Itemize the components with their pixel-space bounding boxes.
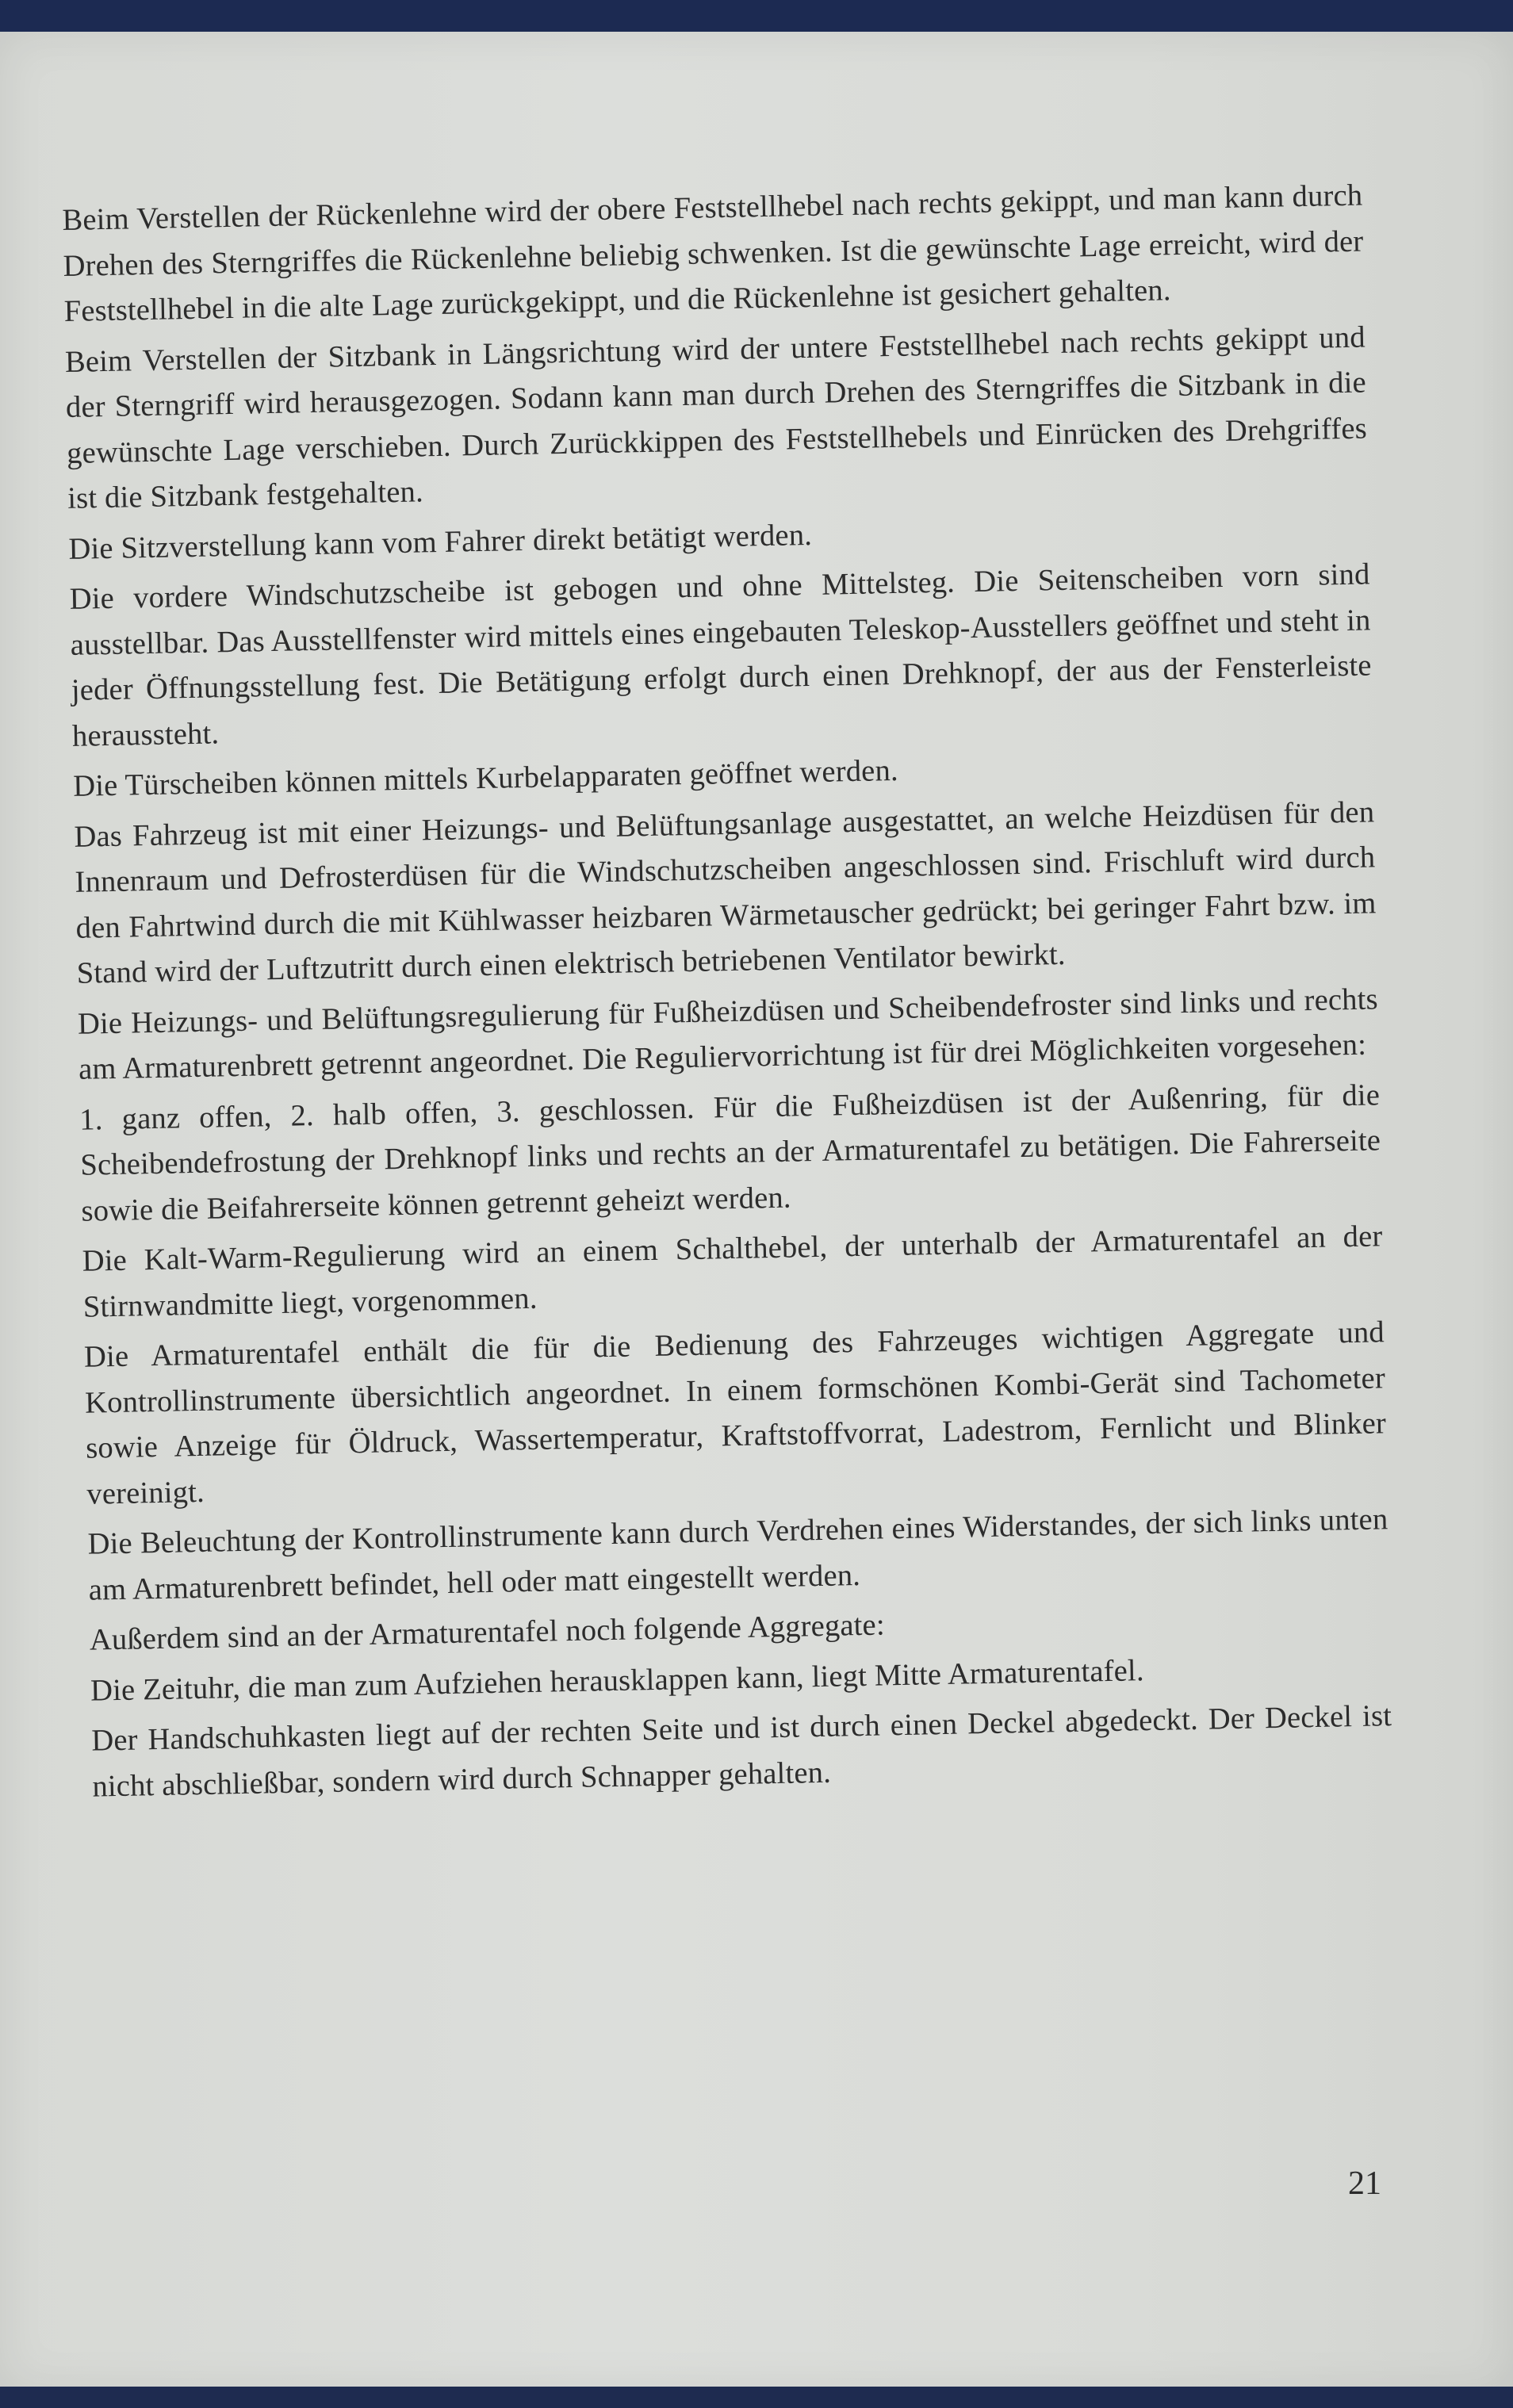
paragraph: Die Heizungs- und Belüftungsregulierung für Fußheizdüsen und Scheibendefroster sind links und rechts am Armaturenbrett getrennt angeordnet. Die Reguliervorrichtung ist für drei Möglichkeiten vorgesehen: [77, 982, 1379, 1086]
page-body-text [62, 174, 1393, 1815]
paragraph: Die Sitzverstellung kann vom Fahrer direkt betätigt werden. [68, 518, 813, 566]
paragraph: 1. ganz offen, 2. halb offen, 3. geschlossen. Für die Fußheizdüsen ist der Außenring, für die Scheibendefrostung der Drehknopf links und rechts an der Armaturentafel zu betätigen. Die Fahrerseite sowie die Beifahrerseite können getrennt geheizt werden. [79, 1078, 1381, 1228]
paragraph: Die Kalt-Warm-Regulierung wird an einem Schalthebel, der unterhalb der Armaturentafel an der Stirnwandmitte liegt, vorgenommen. [82, 1219, 1383, 1324]
paragraph: Die Türscheiben können mittels Kurbelapparaten geöffnet werden. [72, 753, 899, 803]
page-number: 21 [1348, 2165, 1381, 2202]
paragraph: Die vordere Windschutzscheibe ist gebogen und ohne Mittelsteg. Die Seitenscheiben vorn sind ausstellbar. Das Ausstellfenster wird mittels eines eingebauten Teleskop-Ausstellers geöffnet und steht in jeder Öffnungsstellung fest. Die Betätigung erfolgt durch einen Drehknopf, der aus der Fensterleiste heraussteht. [69, 557, 1373, 753]
paragraph: Beim Verstellen der Sitzbank in Längsrichtung wird der untere Feststellhebel nach rechts gekippt und der Sterngriff wird herausgezogen. Sodann kann man durch Drehen des Sterngriffes die Sitzbank in die gewünschte Lage verschieben. Durch Zurückkippen des Feststellhebels und Einrücken des Drehgriffes ist die Sitzbank festgehalten. [64, 320, 1368, 515]
book-page [0, 32, 1513, 2391]
paragraph: Die Armaturentafel enthält die für die Bedienung des Fahrzeuges wichtigen Aggregate und Kontrollinstrumente übersichtlich angeordnet. In einem formschönen Kombi-Gerät sind Tachometer sowie Anzeige für Öldruck, Wassertemperatur, Kraftstoffvorrat, Ladestrom, Fernlicht und Blinker vereinigt. [83, 1315, 1387, 1511]
paragraph: Beim Verstellen der Rückenlehne wird der obere Feststellhebel nach rechts gekippt, und man kann durch Drehen des Sterngriffes die Rückenlehne beliebig schwenken. Ist die gewünschte Lage erreicht, wird der Feststellhebel in die alte Lage zurückgekippt, und die Rückenlehne ist gesichert gehalten. [62, 178, 1364, 328]
paragraph: Das Fahrzeug ist mit einer Heizungs- und Belüftungsanlage ausgestattet, an welche Heizdüsen für den Innenraum und Defrosterdüsen für die Windschutzscheiben angeschlossen sind. Frischluft wird durch den Fahrtwind durch die mit Kühlwasser heizbaren Wärmetauscher gedrückt; bei geringer Fahrt bzw. im Stand wird der Luftzutritt durch einen elektrisch betriebenen Ventilator bewirkt. [74, 794, 1377, 990]
paragraph: Die Beleuchtung der Kontrollinstrumente kann durch Verdrehen eines Widerstandes, der sich links unten am Armaturenbrett befindet, hell oder matt eingestellt werden. [87, 1503, 1389, 1607]
paragraph: Die Zeituhr, die man zum Aufziehen herausklappen kann, liegt Mitte Armaturentafel. [90, 1653, 1145, 1708]
paragraph: Außerdem sind an der Armaturentafel noch folgende Aggregate: [89, 1608, 886, 1657]
bottom-cover-edge [0, 2387, 1513, 2408]
paragraph: Der Handschuhkasten liegt auf der rechten Seite und ist durch einen Deckel abgedeckt. Der Deckel ist nicht abschließbar, sondern wird durch Schnapper gehalten. [90, 1699, 1392, 1804]
